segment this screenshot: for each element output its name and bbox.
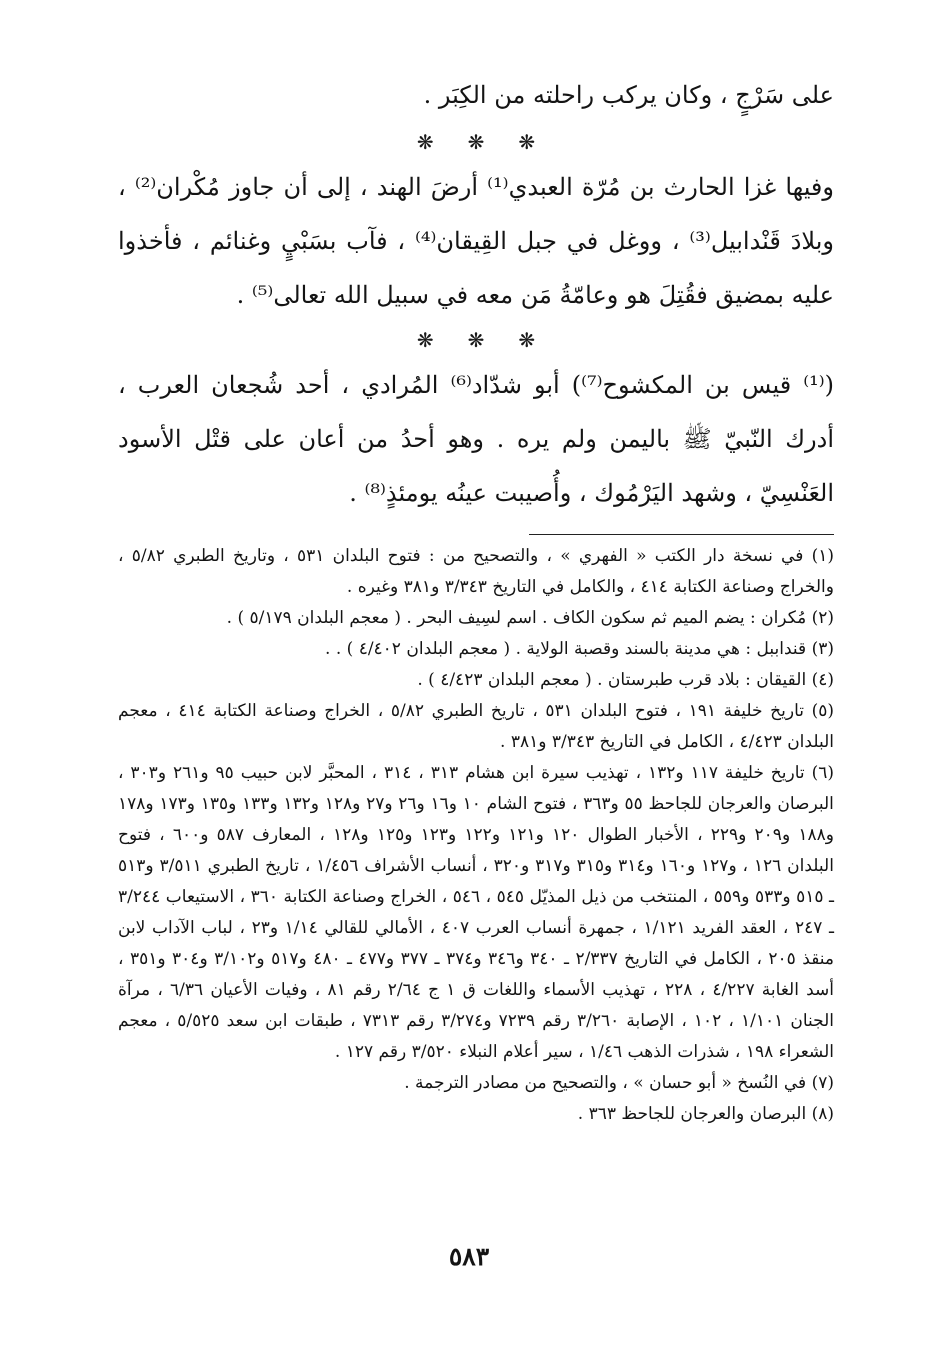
- paragraph-qays: (⁽¹⁾ قيس بن المكشوح⁽⁷⁾) أبو شدّاد⁽⁶⁾ المُرادي ، أحد شُجعان العرب ، أدرك النّبيّ ﷺ باليمن ولم يره . وهو أحدُ من أعان على قتْل الأسود العَنْسِيّ ، وشهد اليَرْمُوك ، وأُصيبت عينُه يومئذٍ⁽⁸⁾ .: [118, 371, 834, 507]
- page-content: [118, 68, 834, 1130]
- footnote-item: (٣) قنداببل : هي مدينة بالسند وقصبة الولاية . ( معجم البلدان ٤/٤٠٢ ) . .: [325, 639, 834, 659]
- asterisk-icon: ❋: [518, 130, 536, 154]
- page-number: ٥٨٣: [448, 1242, 490, 1271]
- footnote-item: (٥) تاريخ خليفة ١٩١ ، فتوح البلدان ٥٣١ ، تاريخ الطبري ٥/٨٢ ، الخراج وصناعة الكتابة ٤١٤ ، معجم البلدان ٤/٤٢٣ ، الكامل في التاريخ ٣/٣٤٣ و٣٨١ .: [118, 701, 835, 752]
- asterisk-icon: ❋: [416, 328, 434, 352]
- asterisk-icon: ❋: [467, 130, 485, 154]
- footnote-item: (٧) في النُسخ « أبو حسان » ، والتصحيح من مصادر الترجمة .: [404, 1073, 834, 1093]
- footnote-item: (١) في نسخة دار الكتب « الفهري » ، والتصحيح من : فتوح البلدان ٥٣١ ، وتاريخ الطبري ٥/٨٢ ، والخراج وصناعة الكتابة ٤١٤ ، والكامل في التاريخ ٣/٣٤٣ و٣٨١ وغيره .: [118, 546, 834, 597]
- footnote-item: (٢) مُكران : يضم الميم ثم سكون الكاف . اسم لسِيف البحر . ( معجم البلدان ٥/١٧٩ ) .: [226, 608, 834, 628]
- opening-line: على سَرْجٍ ، وكان يركب راحلته من الكِبَر .: [423, 81, 834, 109]
- section-separator-2: [118, 322, 834, 358]
- section-separator-1: [118, 124, 834, 160]
- footnote-item: (٦) تاريخ خليفة ١١٧ و١٣٢ ، تهذيب سيرة ابن هشام ٣١٣ ، ٣١٤ ، المحبَّر لابن حبيب ٩٥ و٢٦١ و٣٠٣ ، البرصان والعرجان للجاحظ ٥٥ و٣٦٣ ، فتوح الشام ١٠ و١٦ و٢٦ و٢٧ و١٢٨ و١٣٢ و١٣٣ و١٣٥ و١٧٣ و١٧٨ و١٨٨ و٢٠٩ و٢٢٩ ، الأخبار الطوال ١٢٠ و١٢١ و١٢٢ و١٢٣ و١٢٥ و١٢٨ ، المعارف ٥٨٧ و٦٠٠ ، فتوح البلدان ١٢٦ ، و١٢٧ و١٦٠ و٣١٤ و٣١٥ و٣١٧ و٣٢٠ ، أنساب الأشراف ١/٤٥٦ ، تاريخ الطبري ٣/٥١١ و٥١٣ ـ ٥١٥ و٥٣٣ و٥٥٩ ، المنتخب من ذيل المذيّل ٥٤٥ ، ٥٤٦ ، الخراج وصناعة الكتابة ٣٦٠ ، الاستيعاب ٣/٢٤٤ ـ ٢٤٧ ، العقد الفريد ١/١٢١ ، جمهرة أنساب العرب ٤٠٧ ، الأمالي للقالي ١/١٤ و٢٣ ، لباب الآداب لابن منقذ ٢٠٥ ، الكامل في التاريخ ٢/٣٣٧ ـ ٣٤٠ و٣٤٦ و٣٧٤ ـ ٣٧٧ و٤٧٧ ـ ٤٨٠ و٥١٧ و٣/١٠٢ و٣٠٤ و٣٥١ ، أسد الغابة ٤/٢٢٧ ، ٢٢٨ ، تهذيب الأسماء واللغات ق ١ ج ٢/٦٤ رقم ٨١ ، وفيات الأعيان ٦/٣٦ ، مرآة الجنان ١/١٠١ ، ١٠٢ ، الإصابة ٣/٢٦٠ رقم ٧٢٣٩ و٣/٢٧٤ رقم ٧٣١٣ ، طبقات ابن سعد ٥/٥٢٥ ، معجم الشعراء ١٩٨ ، شذرات الذهب ١/٤٦ ، سير أعلام النبلاء ٣/٥٢٠ رقم ١٢٧ .: [118, 763, 835, 1062]
- asterisk-icon: ❋: [518, 328, 536, 352]
- footnote-item: (٨) البرصان والعرجان للجاحظ ٣٦٣ .: [577, 1104, 834, 1124]
- footnotes-list: [118, 541, 834, 1130]
- paragraph-raid: وفيها غزا الحارث بن مُرّة العبدي⁽¹⁾ أرضَ الهند ، إلى أن جاوز مُكْران⁽²⁾ ، وبلادَ قَنْدابيل⁽³⁾ ، ووغل في جبل القِيقان⁽⁴⁾ ، فآب بسَبْيٍ وغنائم ، فأخذوا عليه بمضيق فقُتِلَ هو وعامّةُ مَن معه في سبيل الله تعالى⁽⁵⁾ .: [118, 173, 834, 309]
- footnote-divider: [529, 534, 834, 535]
- asterisk-icon: ❋: [467, 328, 485, 352]
- asterisk-icon: ❋: [416, 130, 434, 154]
- footnote-item: (٤) القيقان : بلاد قرب طبرستان . ( معجم البلدان ٤/٤٢٣ ) .: [417, 670, 834, 690]
